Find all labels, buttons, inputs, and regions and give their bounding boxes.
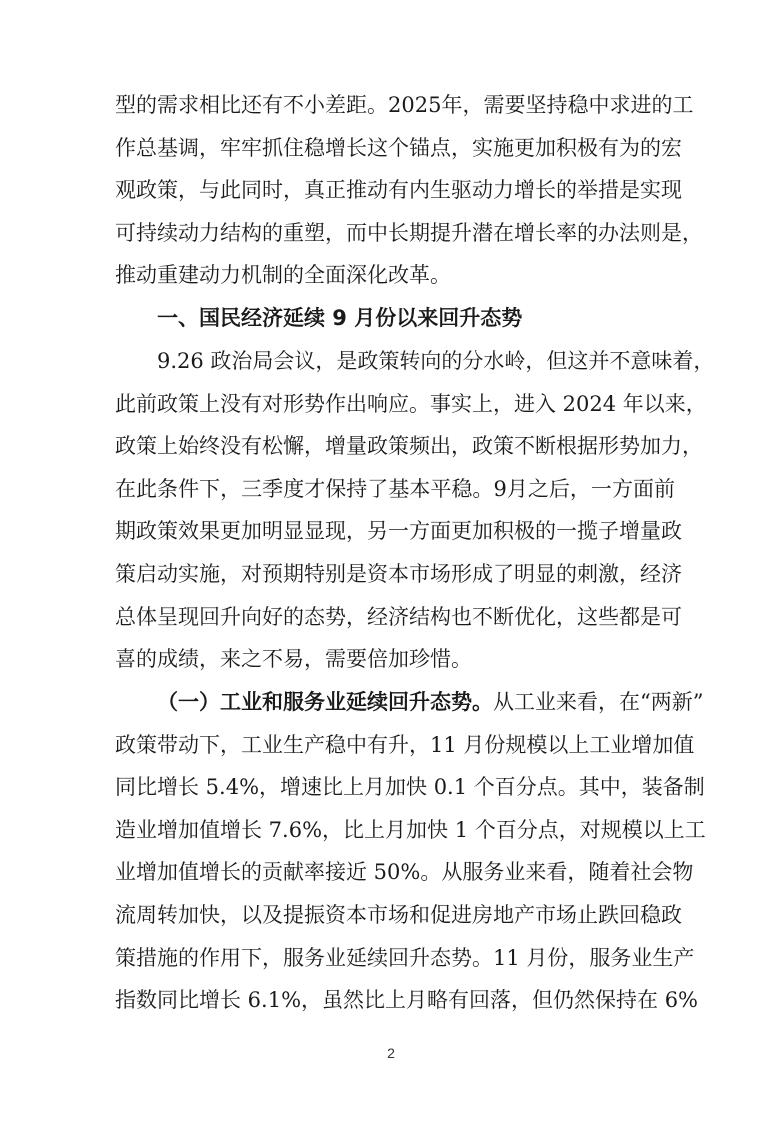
text-line: 期政策效果更加明显显现，另一方面更加积极的一揽子增量政 [115, 519, 682, 544]
text-line: 在此条件下，三季度才保持了基本平稳。9月之后，一方面前 [115, 476, 675, 501]
text-line: 策启动实施，对预期特别是资本市场形成了明显的刺激，经济 [115, 561, 682, 586]
text-line: 政策带动下，工业生产稳中有升，11 月份规模以上工业增加值 [115, 732, 695, 757]
text-line: 喜的成绩，来之不易，需要倍加珍惜。 [115, 647, 472, 672]
text-line: 观政策，与此同时，真正推动有内生驱动力增长的举措是实现 [115, 178, 682, 203]
text-line: 作总基调，牢牢抓住稳增长这个锚点，实施更加积极有为的宏 [115, 135, 682, 160]
text-line-first [115, 681, 704, 724]
text-line: 政策上始终没有松懈，增量政策频出，政策不断根据形势加力， [115, 434, 703, 459]
text-line: 指数同比增长 6.1%，虽然比上月略有回落，但仍然保持在 6% [115, 988, 699, 1013]
section-heading [115, 297, 675, 340]
text-line: 造业增加值增长 7.6%，比上月加快 1 个百分点，对规模以上工 [115, 817, 706, 842]
text-line: 同比增长 5.4%，增速比上月加快 0.1 个百分点。其中，装备制 [115, 775, 705, 800]
paragraph-intro [115, 84, 703, 297]
text-line: 流周转加快，以及提振资本市场和促进房地产市场止跌回稳政 [115, 902, 682, 927]
heading-title: 一、国民经济延续 9 月份以来回升态势 [157, 306, 523, 330]
text-line: 此前政策上没有对形势作出响应。事实上，进入 2024 年以来， [115, 391, 707, 416]
text-line: 策措施的作用下，服务业延续回升态势。11 月份，服务业生产 [115, 945, 695, 970]
text-line: 型的需求相比还有不小差距。2025年，需要坚持稳中求进的工 [115, 93, 694, 117]
text-line: 可持续动力结构的重塑，而中长期提升潜在增长率的办法则是， [115, 220, 703, 245]
paragraph-policy [115, 340, 715, 681]
page-number: 2 [387, 1045, 395, 1061]
text-segment: 从工业来看，在“两新” [493, 690, 704, 714]
text-line: 9.26 政治局会议，是政策转向的分水岭，但这并不意味着， [157, 349, 715, 373]
text-line: 推动重建动力机制的全面深化改革。 [115, 263, 451, 288]
text-line: 业增加值增长的贡献率接近 50%。从服务业来看，随着社会物 [115, 860, 694, 885]
text-line: 总体呈现回升向好的态势，经济结构也不断优化，这些都是可 [115, 604, 682, 629]
subheading-lead: （一）工业和服务业延续回升态势。 [157, 690, 493, 714]
paragraph-industry-services [115, 681, 706, 1022]
